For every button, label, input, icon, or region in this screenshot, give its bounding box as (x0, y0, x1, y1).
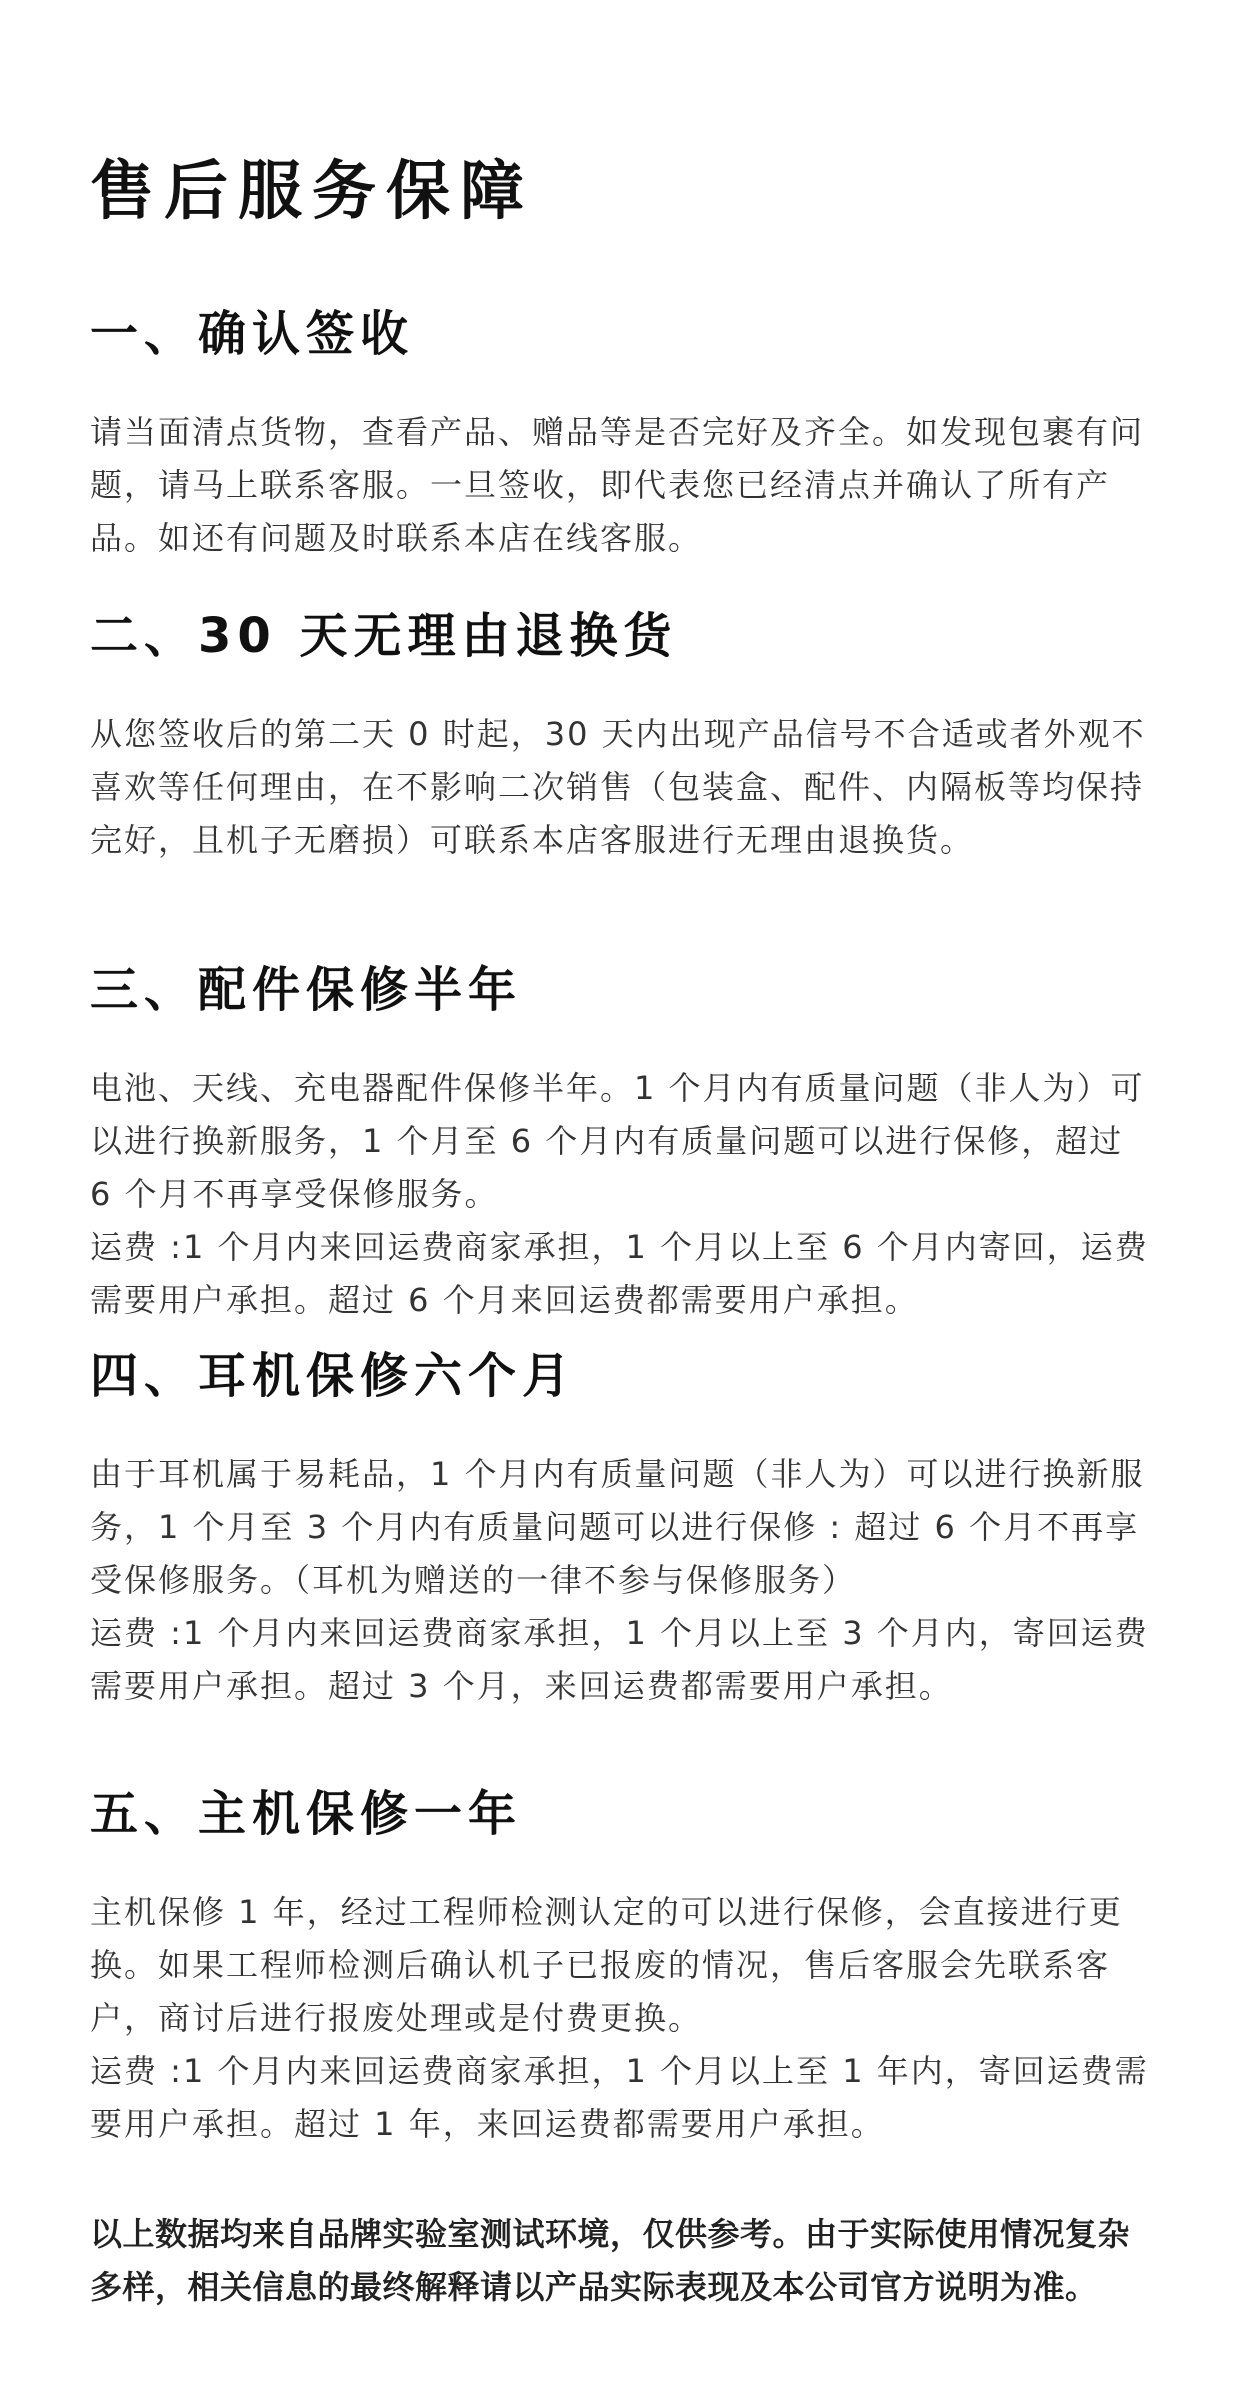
section-30-day-return (90, 608, 1150, 867)
section-earphone-warranty (90, 1348, 1150, 1713)
page-title: 售后服务保障 (90, 155, 534, 229)
section-confirm-receipt (90, 306, 1150, 565)
section-paragraph: 请当面清点货物，查看产品、赠品等是否完好及齐全。如发现包裹有问题，请马上联系客服。一旦签收，即代表您已经清点并确认了所有产品。如还有问题及时联系本店在线客服。 (90, 413, 1145, 557)
section-accessory-warranty (90, 962, 1150, 1327)
section-paragraph: 从您签收后的第二天 0 时起，30 天内出现产品信号不合适或者外观不喜欢等任何理由，在不影响二次销售（包装盒、配件、内隔板等均保持完好，且机子无磨损）可联系本店客服进行无理由退换货。 (90, 715, 1146, 859)
section-shipping-note: 运费 :1 个月内来回运费商家承担，1 个月以上至 1 年内，寄回运费需要用户承担。超过 1 年，来回运费都需要用户承担。 (90, 2052, 1149, 2143)
section-heading: 一、确认签收 (90, 306, 415, 362)
section-shipping-note: 运费 :1 个月内来回运费商家承担，1 个月以上至 3 个月内，寄回运费需要用户承担。超过 3 个月，来回运费都需要用户承担。 (90, 1614, 1149, 1705)
section-paragraph: 主机保修 1 年，经过工程师检测认定的可以进行保修，会直接进行更换。如果工程师检测后确认机子已报废的情况，售后客服会先联系客户，商讨后进行报废处理或是付费更换。 (90, 1893, 1123, 2037)
section-shipping-note: 运费 :1 个月内来回运费商家承担，1 个月以上至 6 个月内寄回，运费需要用户承担。超过 6 个月来回运费都需要用户承担。 (90, 1228, 1149, 1319)
section-main-unit-warranty (90, 1786, 1150, 2151)
section-heading: 三、配件保修半年 (90, 962, 523, 1018)
section-heading: 五、主机保修一年 (90, 1786, 523, 1842)
section-heading: 四、耳机保修六个月 (90, 1348, 577, 1404)
disclaimer-note: 以上数据均来自品牌实验室测试环境，仅供参考。由于实际使用情况复杂多样，相关信息的最终解释请以产品实际表现及本公司官方说明为准。 (90, 2215, 1131, 2306)
section-heading: 二、30 天无理由退换货 (90, 608, 678, 664)
section-paragraph: 由于耳机属于易耗品，1 个月内有质量问题（非人为）可以进行换新服务，1 个月至 3 个月内有质量问题可以进行保修 : 超过 6 个月不再享受保修服务。（耳机为赠送的一律不参与保修服务） (90, 1455, 1145, 1599)
section-paragraph: 电池、天线、充电器配件保修半年。1 个月内有质量问题（非人为）可以进行换新服务，1 个月至 6 个月内有质量问题可以进行保修，超过 6 个月不再享受保修服务。 (90, 1069, 1145, 1213)
